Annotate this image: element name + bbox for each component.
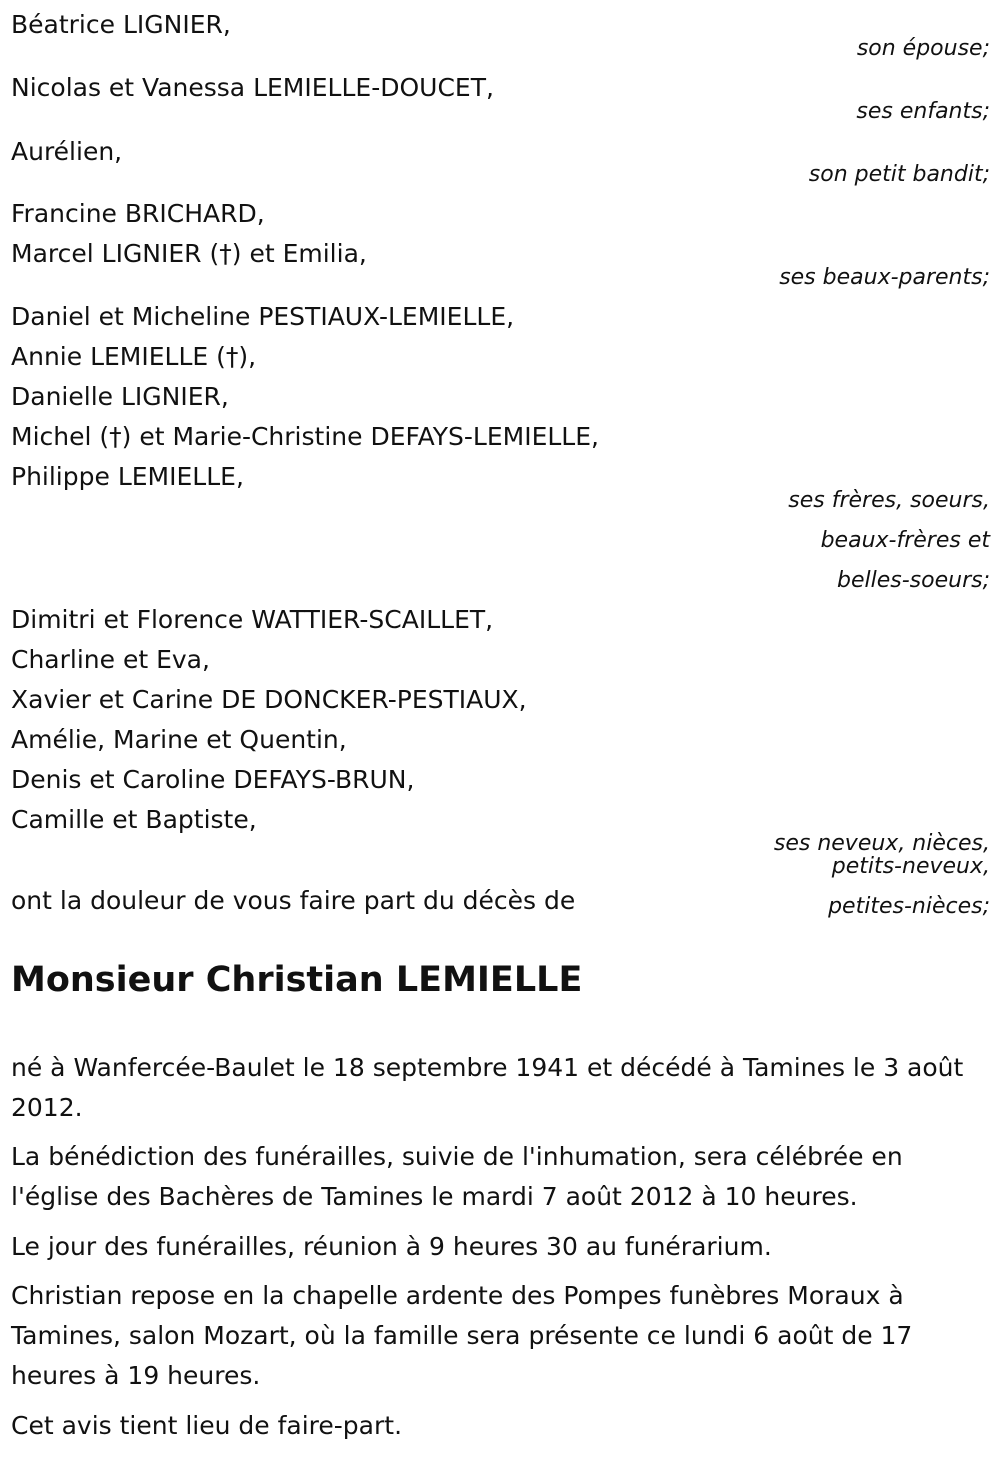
notice-paragraph: Cet avis tient lieu de faire-part. (11, 1411, 403, 1440)
birth-death-paragraph: né à Wanfercée-Baulet le 18 septembre 1941 et décédé à Tamines le 3 août 2012. (11, 1053, 964, 1122)
visitation-paragraph: Christian repose en la chapelle ardente des Pompes funèbres Moraux à Tamines, salon Mozart, où la famille sera présente ce lundi 6 août de 17 heures à 19 heures. (11, 1281, 913, 1390)
family-line: Béatrice LIGNIER, (11, 10, 231, 39)
relation-label: beaux-frères et (820, 528, 990, 553)
announcement-text: ont la douleur de vous faire part du décès de (11, 886, 576, 915)
family-line: Daniel et Micheline PESTIAUX-LEMIELLE, (11, 302, 515, 331)
family-line: Denis et Caroline DEFAYS-BRUN, (11, 765, 415, 794)
relation-label: son petit bandit; (808, 162, 990, 187)
family-line: Francine BRICHARD, (11, 199, 265, 228)
relation-label: ses neveux, nièces, (773, 831, 990, 856)
family-line: Charline et Eva, (11, 645, 210, 674)
relation-label: son épouse; (856, 36, 990, 61)
relation-label: ses frères, soeurs, (788, 488, 990, 513)
relation-label: belles-soeurs; (837, 568, 990, 593)
relation-label: petites-nièces; (828, 894, 990, 919)
family-line: Michel (†) et Marie-Christine DEFAYS-LEMIELLE, (11, 422, 599, 451)
deceased-name: Monsieur Christian LEMIELLE (11, 960, 583, 1000)
family-line: Annie LEMIELLE (†), (11, 342, 257, 371)
family-line: Nicolas et Vanessa LEMIELLE-DOUCET, (11, 73, 494, 102)
ceremony-paragraph: La bénédiction des funérailles, suivie de l'inhumation, sera célébrée en l'église des Bachères de Tamines le mardi 7 août 2012 à 10 heures. (11, 1142, 903, 1211)
meeting-paragraph: Le jour des funérailles, réunion à 9 heures 30 au funérarium. (11, 1232, 772, 1261)
family-line: Marcel LIGNIER (†) et Emilia, (11, 239, 367, 268)
relation-label: petits-neveux, (831, 854, 990, 879)
family-line: Danielle LIGNIER, (11, 382, 229, 411)
family-line: Xavier et Carine DE DONCKER-PESTIAUX, (11, 685, 527, 714)
relation-label: ses beaux-parents; (779, 265, 990, 290)
family-line: Camille et Baptiste, (11, 805, 257, 834)
family-line: Dimitri et Florence WATTIER-SCAILLET, (11, 605, 494, 634)
family-line: Philippe LEMIELLE, (11, 462, 244, 491)
relation-label: ses enfants; (856, 99, 990, 124)
family-line: Amélie, Marine et Quentin, (11, 725, 347, 754)
family-line: Aurélien, (11, 137, 123, 166)
